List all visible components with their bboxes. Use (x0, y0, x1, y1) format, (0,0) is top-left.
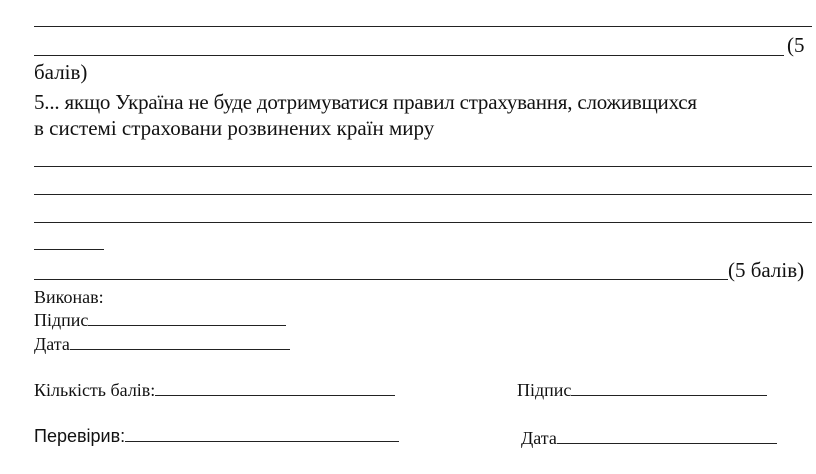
answer-line-2 (34, 55, 784, 56)
answer-line-1 (34, 26, 812, 27)
question-5-points: (5 балів) (728, 258, 805, 282)
score-field[interactable] (155, 394, 395, 396)
performed-by-label: Виконав: (34, 287, 104, 307)
reviewer-signature-field[interactable] (571, 394, 767, 396)
score-row (34, 379, 395, 401)
date-field[interactable] (70, 348, 290, 350)
checked-by-row (34, 425, 399, 447)
answer-line-5 (34, 222, 812, 223)
score-label: Кількість балів: (34, 380, 156, 400)
points-close: балів) (34, 60, 88, 84)
reviewer-signature-row (517, 379, 767, 401)
checked-by-label: Перевірив: (34, 426, 126, 446)
question-5-line-1: 5... якщо Україна не буде дотримуватися правил страхування, сложивщихся (34, 90, 697, 114)
answer-line-6 (34, 249, 104, 250)
answer-line-7 (34, 279, 728, 280)
points-open: (5 (787, 33, 805, 57)
answer-line-4 (34, 194, 812, 195)
reviewer-date-label: Дата (521, 428, 557, 448)
signature-label: Підпис (34, 310, 89, 330)
date-row (34, 333, 290, 355)
checked-by-field[interactable] (125, 440, 399, 442)
signature-row (34, 309, 286, 331)
reviewer-date-row (521, 427, 777, 449)
reviewer-date-field[interactable] (557, 442, 777, 444)
reviewer-signature-label: Підпис (517, 380, 572, 400)
answer-line-3 (34, 166, 812, 167)
question-5-line-2: в системі страховани розвинених країн миру (34, 116, 435, 140)
date-label: Дата (34, 334, 70, 354)
signature-field[interactable] (88, 324, 286, 326)
